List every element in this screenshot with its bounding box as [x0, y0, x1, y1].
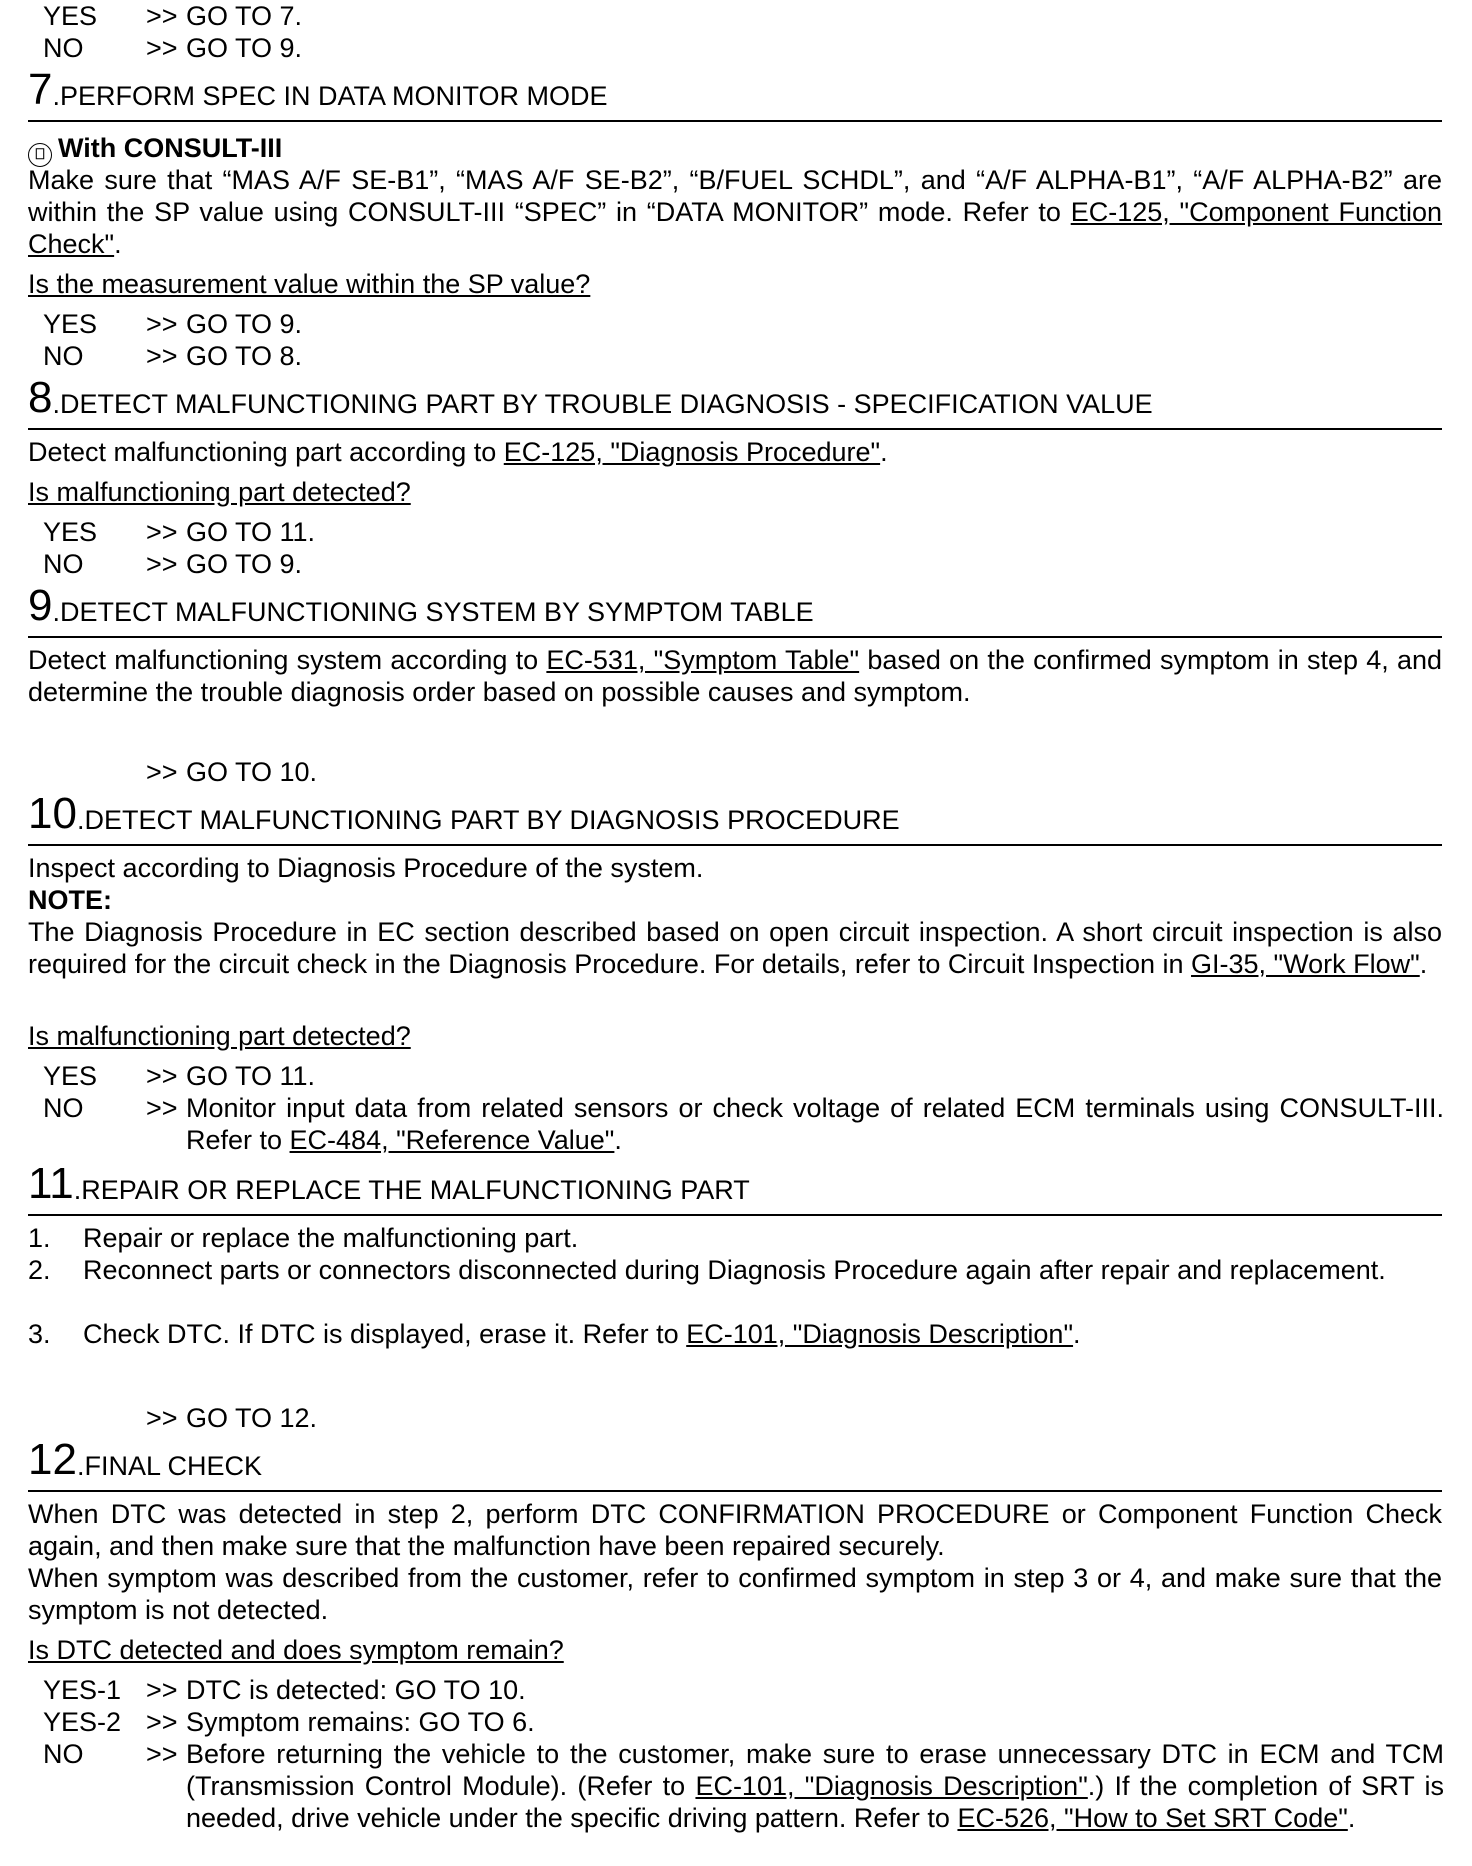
step-9-body: [28, 644, 1442, 708]
step-9-heading: [28, 581, 1442, 630]
answer-text: GO TO 7.: [186, 1, 303, 31]
link-ec-531-symptom-table[interactable]: EC-531, "Symptom Table": [546, 645, 860, 675]
arrow: >>: [146, 1739, 178, 1769]
arrow: >>: [146, 309, 178, 339]
list-number: 2.: [28, 1255, 51, 1285]
answer-key: NO: [43, 1093, 84, 1123]
list-text: Repair or replace the malfunctioning part.: [83, 1223, 579, 1253]
step-12-body-1: When DTC was detected in step 2, perform DTC CONFIRMATION PROCEDURE or Component Function Check again, and then make sure that the malfunction have been repaired securely.: [28, 1499, 1442, 1561]
answer-text: GO TO 9.: [186, 549, 303, 579]
step-title: .REPAIR OR REPLACE THE MALFUNCTIONING PART: [73, 1175, 750, 1205]
arrow: >>: [146, 517, 178, 547]
body-text: The Diagnosis Procedure in EC section described based on open circuit inspection. A short circuit inspection is also required for the circuit check in the Diagnosis Procedure. For details, refer to Circuit Inspection in: [28, 917, 1442, 979]
answer-key: YES: [43, 517, 98, 547]
body-text: .: [614, 1125, 622, 1155]
answer-text: GO TO 9.: [186, 309, 303, 339]
answer-text: GO TO 11.: [186, 1061, 316, 1091]
list-number: 3.: [28, 1319, 51, 1349]
body-text: Make sure that “MAS A/F SE-B1”, “MAS A/F SE-B2”, “B/FUEL SCHDL”, and “A/F ALPHA-B1”, “A/F ALPHA-B2” are within the SP value using CONSULT-III “SPEC” in “DATA MONITOR” mode. Refer to: [28, 165, 1442, 227]
body-text: .: [114, 229, 122, 259]
answer-key: YES-2: [43, 1707, 122, 1737]
step-10-question: Is malfunctioning part detected?: [28, 1021, 411, 1051]
consult-icon: ⎕: [28, 143, 52, 167]
step-8-question: Is malfunctioning part detected?: [28, 477, 411, 507]
body-text: .: [880, 437, 888, 467]
answer-text: GO TO 9.: [186, 33, 303, 63]
step-number: 11: [28, 1159, 74, 1208]
arrow: >>: [146, 1093, 178, 1123]
body-text: Monitor input data from related sensors or check voltage of related ECM terminals using CONSULT-III. Refer to: [186, 1093, 1444, 1155]
step-7-body: [28, 164, 1442, 260]
subhead-text: With CONSULT-III: [58, 133, 283, 163]
divider: [28, 636, 1442, 638]
answer-text: [186, 1738, 1444, 1834]
answer-key: YES-1: [43, 1675, 122, 1705]
arrow: >>: [146, 1403, 178, 1433]
body-text: Detect malfunctioning system according to: [28, 645, 547, 675]
step-title: .DETECT MALFUNCTIONING SYSTEM BY SYMPTOM TABLE: [52, 597, 814, 627]
arrow: >>: [146, 1061, 178, 1091]
answer-text: [186, 1092, 1444, 1156]
divider: [28, 1490, 1442, 1492]
body-text: .) If the completion of SRT is needed, drive vehicle under the specific driving pattern. Refer to: [186, 1771, 1444, 1833]
step-number: 8: [28, 373, 53, 422]
answer-key: YES: [43, 309, 98, 339]
note-text: [28, 916, 1442, 980]
arrow: >>: [146, 1707, 178, 1737]
divider: [28, 844, 1442, 846]
subhead-consult: [28, 132, 1442, 167]
step-7-heading: [28, 65, 1442, 114]
step-title: .DETECT MALFUNCTIONING PART BY DIAGNOSIS PROCEDURE: [76, 805, 900, 835]
body-text: Before returning the vehicle to the customer, make sure to erase unnecessary DTC in ECM and TCM (Transmission Control Module). (Refer to: [186, 1739, 1444, 1801]
note-label: NOTE:: [28, 885, 112, 915]
step-number: 7: [28, 65, 53, 114]
answer-text: GO TO 12.: [186, 1403, 318, 1433]
arrow: >>: [146, 341, 178, 371]
link-ec-484-reference-value[interactable]: EC-484, "Reference Value": [289, 1125, 615, 1155]
step-12-heading: [28, 1435, 1442, 1484]
arrow: >>: [146, 549, 178, 579]
step-title: .DETECT MALFUNCTIONING PART BY TROUBLE DIAGNOSIS - SPECIFICATION VALUE: [52, 389, 1153, 419]
step-title: .PERFORM SPEC IN DATA MONITOR MODE: [52, 81, 608, 111]
arrow: >>: [146, 757, 178, 787]
step-12-body-2: When symptom was described from the customer, refer to confirmed symptom in step 3 or 4, and make sure that the symptom is not detected.: [28, 1563, 1442, 1625]
step-10-body: Inspect according to Diagnosis Procedure of the system.: [28, 853, 704, 883]
answer-key: NO: [43, 549, 84, 579]
step-8-body: [28, 436, 1442, 468]
answer-key: NO: [43, 1739, 84, 1769]
body-text: Check DTC. If DTC is displayed, erase it. Refer to: [83, 1319, 687, 1349]
step-8-heading: [28, 373, 1442, 422]
answer-text: DTC is detected: GO TO 10.: [186, 1675, 526, 1705]
body-text: .: [1419, 949, 1428, 979]
list-text: [83, 1318, 1442, 1350]
step-number: 12: [28, 1435, 77, 1484]
link-ec-101-diagnosis-description[interactable]: EC-101, "Diagnosis Description": [686, 1319, 1074, 1349]
answer-text: GO TO 10.: [186, 757, 318, 787]
arrow: >>: [146, 1675, 178, 1705]
body-text: based on the confirmed symptom in step 4, and determine the trouble diagnosis order based on possible causes and symptom.: [28, 645, 1442, 707]
answer-text: Symptom remains: GO TO 6.: [186, 1707, 535, 1737]
answer-text: GO TO 11.: [186, 517, 316, 547]
step-10-heading: [28, 789, 1442, 838]
answer-key: NO: [43, 33, 84, 63]
answer-text: GO TO 8.: [186, 341, 303, 371]
step-11-heading: [28, 1159, 1442, 1208]
list-text: Reconnect parts or connectors disconnected during Diagnosis Procedure again after repair and replacement.: [83, 1255, 1386, 1285]
answer-key: NO: [43, 341, 84, 371]
divider: [28, 428, 1442, 430]
arrow: >>: [146, 1, 178, 31]
answer-key: YES: [43, 1061, 98, 1091]
link-ec-125-component-function-check[interactable]: EC-125, "Component Function Check": [28, 197, 1443, 259]
link-ec-125-diagnosis-procedure[interactable]: EC-125, "Diagnosis Procedure": [503, 437, 881, 467]
link-gi-35-work-flow[interactable]: GI-35, "Work Flow": [1191, 949, 1420, 979]
step-number: 10: [28, 789, 77, 838]
list-number: 1.: [28, 1223, 51, 1253]
body-text: .: [1347, 1803, 1356, 1833]
body-text: .: [1073, 1319, 1081, 1349]
step-12-question: Is DTC detected and does symptom remain?: [28, 1635, 564, 1665]
step-title: .FINAL CHECK: [76, 1451, 262, 1481]
step-7-question: Is the measurement value within the SP value?: [28, 269, 591, 299]
answer-key: YES: [43, 1, 98, 31]
divider: [28, 120, 1442, 122]
arrow: >>: [146, 33, 178, 63]
link-ec-101-diagnosis-description[interactable]: EC-101, "Diagnosis Description": [695, 1771, 1088, 1801]
divider: [28, 1214, 1442, 1216]
step-number: 9: [28, 581, 53, 630]
link-ec-526-how-to-set-srt-code[interactable]: EC-526, "How to Set SRT Code": [957, 1803, 1348, 1833]
body-text: Detect malfunctioning part according to: [28, 437, 504, 467]
